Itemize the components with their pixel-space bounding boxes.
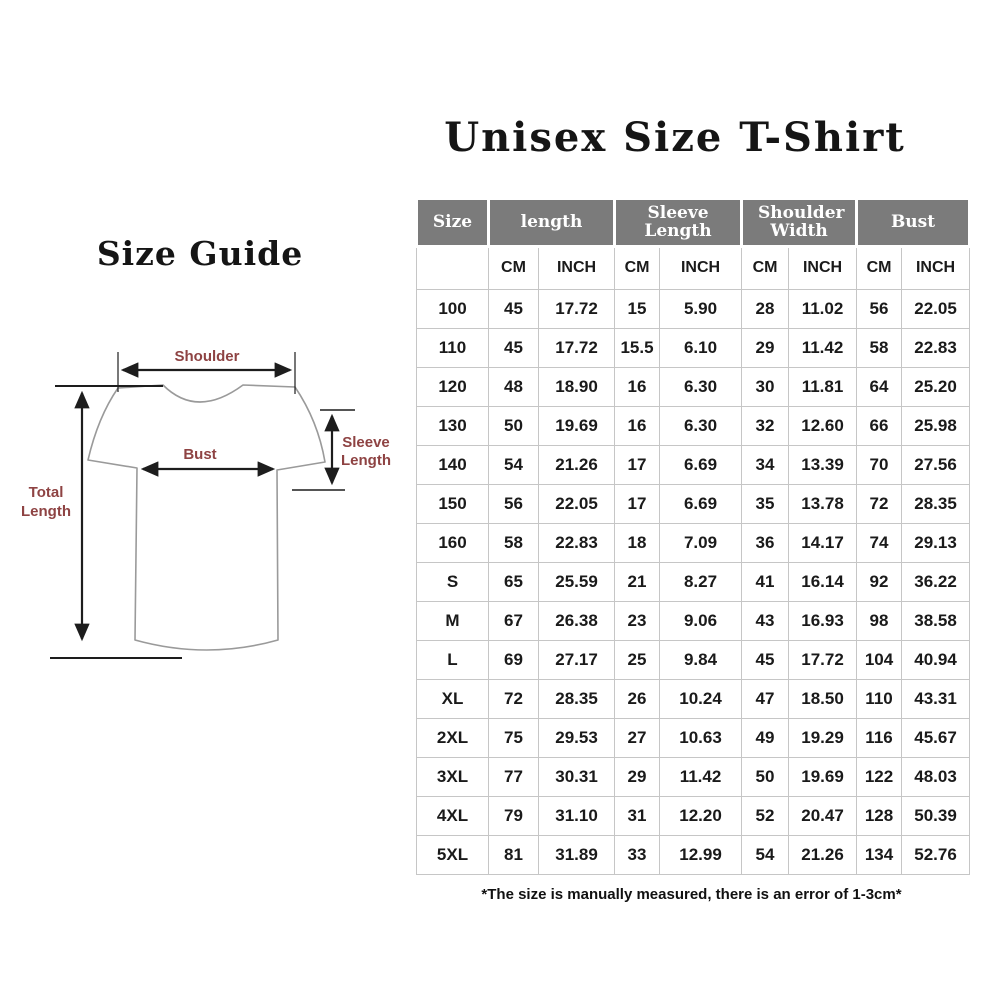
value-cell: 35 xyxy=(742,484,789,523)
value-cell: 65 xyxy=(489,562,539,601)
value-cell: 9.06 xyxy=(660,601,742,640)
size-cell: 160 xyxy=(417,523,489,562)
value-cell: 27 xyxy=(615,718,660,757)
table-row xyxy=(417,757,970,796)
size-cell: 4XL xyxy=(417,796,489,835)
value-cell: 50 xyxy=(489,406,539,445)
value-cell: 74 xyxy=(857,523,902,562)
value-cell: 58 xyxy=(489,523,539,562)
unit-cell: INCH xyxy=(902,246,970,289)
bust-label: Bust xyxy=(183,446,217,463)
size-cell: 3XL xyxy=(417,757,489,796)
value-cell: 10.24 xyxy=(660,679,742,718)
sleeve-length-label-line1: Sleeve xyxy=(342,434,390,451)
value-cell: 98 xyxy=(857,601,902,640)
value-cell: 6.10 xyxy=(660,328,742,367)
value-cell: 40.94 xyxy=(902,640,970,679)
value-cell: 6.30 xyxy=(660,406,742,445)
value-cell: 92 xyxy=(857,562,902,601)
unit-cell: INCH xyxy=(789,246,857,289)
unit-cell: CM xyxy=(615,246,660,289)
column-header-shoulder-width xyxy=(742,200,857,246)
value-cell: 33 xyxy=(615,835,660,874)
value-cell: 11.42 xyxy=(660,757,742,796)
footnote: *The size is manually measured, there is an error of 1-3cm* xyxy=(481,886,902,903)
value-cell: 11.81 xyxy=(789,367,857,406)
value-cell: 25.59 xyxy=(539,562,615,601)
value-cell: 66 xyxy=(857,406,902,445)
value-cell: 52 xyxy=(742,796,789,835)
size-guide-heading: Size Guide xyxy=(96,234,304,273)
value-cell: 128 xyxy=(857,796,902,835)
value-cell: 16.14 xyxy=(789,562,857,601)
value-cell: 23 xyxy=(615,601,660,640)
value-cell: 12.99 xyxy=(660,835,742,874)
value-cell: 7.09 xyxy=(660,523,742,562)
value-cell: 110 xyxy=(857,679,902,718)
unit-cell: INCH xyxy=(660,246,742,289)
value-cell: 17.72 xyxy=(789,640,857,679)
size-cell: 130 xyxy=(417,406,489,445)
tshirt-measurement-diagram xyxy=(10,335,410,685)
size-cell: 5XL xyxy=(417,835,489,874)
value-cell: 81 xyxy=(489,835,539,874)
table-row xyxy=(417,640,970,679)
header-group-row xyxy=(417,200,970,246)
value-cell: 50 xyxy=(742,757,789,796)
value-cell: 18.50 xyxy=(789,679,857,718)
value-cell: 45 xyxy=(489,289,539,328)
size-cell: 140 xyxy=(417,445,489,484)
total-length-label-line1: Total xyxy=(28,484,64,501)
value-cell: 32 xyxy=(742,406,789,445)
value-cell: 50.39 xyxy=(902,796,970,835)
value-cell: 43 xyxy=(742,601,789,640)
value-cell: 56 xyxy=(489,484,539,523)
value-cell: 134 xyxy=(857,835,902,874)
size-cell: 100 xyxy=(417,289,489,328)
value-cell: 15 xyxy=(615,289,660,328)
value-cell: 34 xyxy=(742,445,789,484)
value-cell: 52.76 xyxy=(902,835,970,874)
value-cell: 22.05 xyxy=(539,484,615,523)
value-cell: 30.31 xyxy=(539,757,615,796)
size-cell: XL xyxy=(417,679,489,718)
value-cell: 45.67 xyxy=(902,718,970,757)
value-cell: 5.90 xyxy=(660,289,742,328)
value-cell: 45 xyxy=(742,640,789,679)
value-cell: 19.69 xyxy=(539,406,615,445)
size-table-body xyxy=(417,289,970,874)
size-cell: 120 xyxy=(417,367,489,406)
value-cell: 12.60 xyxy=(789,406,857,445)
value-cell: 12.20 xyxy=(660,796,742,835)
value-cell: 31 xyxy=(615,796,660,835)
value-cell: 116 xyxy=(857,718,902,757)
value-cell: 69 xyxy=(489,640,539,679)
table-row xyxy=(417,835,970,874)
value-cell: 64 xyxy=(857,367,902,406)
value-cell: 6.30 xyxy=(660,367,742,406)
value-cell: 49 xyxy=(742,718,789,757)
value-cell: 16 xyxy=(615,406,660,445)
table-row xyxy=(417,679,970,718)
value-cell: 70 xyxy=(857,445,902,484)
value-cell: 28.35 xyxy=(902,484,970,523)
value-cell: 38.58 xyxy=(902,601,970,640)
value-cell: 22.05 xyxy=(902,289,970,328)
value-cell: 26 xyxy=(615,679,660,718)
table-row xyxy=(417,289,970,328)
value-cell: 17 xyxy=(615,484,660,523)
value-cell: 16.93 xyxy=(789,601,857,640)
unit-header-row xyxy=(417,246,970,289)
value-cell: 29 xyxy=(742,328,789,367)
table-row xyxy=(417,367,970,406)
value-cell: 122 xyxy=(857,757,902,796)
value-cell: 10.63 xyxy=(660,718,742,757)
value-cell: 21 xyxy=(615,562,660,601)
size-cell: 150 xyxy=(417,484,489,523)
size-cell: 110 xyxy=(417,328,489,367)
value-cell: 29 xyxy=(615,757,660,796)
value-cell: 28 xyxy=(742,289,789,328)
table-row xyxy=(417,601,970,640)
value-cell: 22.83 xyxy=(539,523,615,562)
size-cell: S xyxy=(417,562,489,601)
unit-cell: CM xyxy=(742,246,789,289)
column-header-sleeve-length xyxy=(615,200,742,246)
table-row xyxy=(417,484,970,523)
column-header-bust: Bust xyxy=(857,200,970,246)
value-cell: 22.83 xyxy=(902,328,970,367)
value-cell: 48.03 xyxy=(902,757,970,796)
value-cell: 48 xyxy=(489,367,539,406)
tshirt-diagram-svg xyxy=(10,335,410,685)
value-cell: 18.90 xyxy=(539,367,615,406)
size-cell: L xyxy=(417,640,489,679)
table-row xyxy=(417,406,970,445)
value-cell: 41 xyxy=(742,562,789,601)
value-cell: 9.84 xyxy=(660,640,742,679)
value-cell: 6.69 xyxy=(660,484,742,523)
value-cell: 75 xyxy=(489,718,539,757)
size-cell: M xyxy=(417,601,489,640)
page-title: Unisex Size T-Shirt xyxy=(444,114,906,161)
tshirt-outline xyxy=(88,385,325,650)
value-cell: 13.39 xyxy=(789,445,857,484)
value-cell: 14.17 xyxy=(789,523,857,562)
total-length-label-line2: Length xyxy=(21,503,71,520)
value-cell: 17 xyxy=(615,445,660,484)
value-cell: 79 xyxy=(489,796,539,835)
value-cell: 36.22 xyxy=(902,562,970,601)
table-row xyxy=(417,523,970,562)
value-cell: 30 xyxy=(742,367,789,406)
value-cell: 11.02 xyxy=(789,289,857,328)
value-cell: 36 xyxy=(742,523,789,562)
size-chart-table xyxy=(415,200,971,875)
size-cell: 2XL xyxy=(417,718,489,757)
table-row xyxy=(417,562,970,601)
value-cell: 31.89 xyxy=(539,835,615,874)
value-cell: 18 xyxy=(615,523,660,562)
column-header-shoulder-width-label: Shoulder Width xyxy=(758,202,845,242)
value-cell: 67 xyxy=(489,601,539,640)
value-cell: 104 xyxy=(857,640,902,679)
value-cell: 56 xyxy=(857,289,902,328)
value-cell: 19.29 xyxy=(789,718,857,757)
value-cell: 58 xyxy=(857,328,902,367)
value-cell: 27.56 xyxy=(902,445,970,484)
unit-cell: INCH xyxy=(539,246,615,289)
value-cell: 25.98 xyxy=(902,406,970,445)
value-cell: 17.72 xyxy=(539,289,615,328)
value-cell: 20.47 xyxy=(789,796,857,835)
column-header-size: Size xyxy=(417,200,489,246)
value-cell: 29.13 xyxy=(902,523,970,562)
value-cell: 17.72 xyxy=(539,328,615,367)
value-cell: 13.78 xyxy=(789,484,857,523)
value-cell: 25 xyxy=(615,640,660,679)
value-cell: 54 xyxy=(742,835,789,874)
sleeve-length-label-line2: Length xyxy=(341,452,391,469)
value-cell: 72 xyxy=(857,484,902,523)
value-cell: 31.10 xyxy=(539,796,615,835)
table-row xyxy=(417,445,970,484)
value-cell: 21.26 xyxy=(539,445,615,484)
value-cell: 47 xyxy=(742,679,789,718)
value-cell: 43.31 xyxy=(902,679,970,718)
value-cell: 16 xyxy=(615,367,660,406)
value-cell: 8.27 xyxy=(660,562,742,601)
value-cell: 72 xyxy=(489,679,539,718)
value-cell: 27.17 xyxy=(539,640,615,679)
table-row xyxy=(417,796,970,835)
shoulder-label: Shoulder xyxy=(174,348,240,365)
unit-cell-empty xyxy=(417,246,489,289)
value-cell: 19.69 xyxy=(789,757,857,796)
column-header-length: length xyxy=(489,200,615,246)
table-row xyxy=(417,718,970,757)
value-cell: 6.69 xyxy=(660,445,742,484)
value-cell: 45 xyxy=(489,328,539,367)
table-row xyxy=(417,328,970,367)
value-cell: 21.26 xyxy=(789,835,857,874)
value-cell: 54 xyxy=(489,445,539,484)
value-cell: 25.20 xyxy=(902,367,970,406)
unit-cell: CM xyxy=(857,246,902,289)
column-header-sleeve-length-label: Sleeve Length xyxy=(644,202,712,242)
value-cell: 11.42 xyxy=(789,328,857,367)
value-cell: 28.35 xyxy=(539,679,615,718)
value-cell: 26.38 xyxy=(539,601,615,640)
unit-cell: CM xyxy=(489,246,539,289)
value-cell: 29.53 xyxy=(539,718,615,757)
value-cell: 77 xyxy=(489,757,539,796)
value-cell: 15.5 xyxy=(615,328,660,367)
